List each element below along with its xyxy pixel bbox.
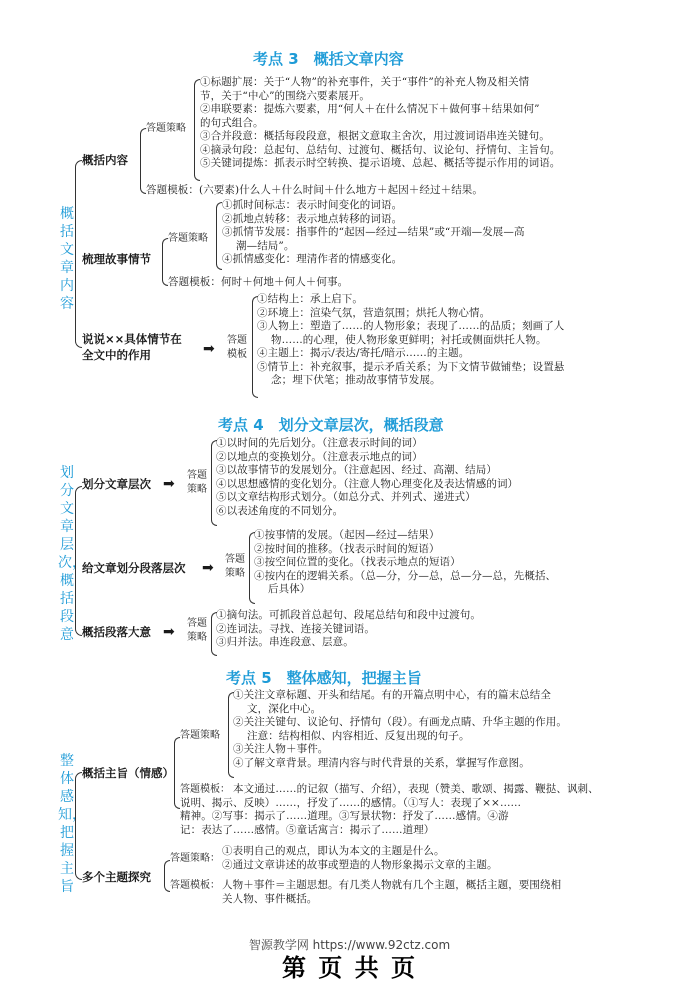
section3-main-brace [75, 160, 82, 348]
s5-node1-template-text: 本文通过……的记叙（描写、介绍），表现（赞美、歌颂、揭露、鞭挞、讽刺、 说明、揭示、反映）……，抒发了……的感情。（①写人：表现了××…… 精神。②写事：揭示了……道理。③写景状物：抒发了……感情。④游 记：表达了……感情。⑤童话寓言：揭示了……道理） [180, 783, 599, 836]
s5-node1-template-label: 答题模板： [180, 784, 230, 795]
s3-node3-template-label: 答题 模板 [227, 335, 247, 360]
s3-node3-arrow-icon: ➡ [203, 341, 215, 357]
s3-node3-template-list: ①结构上：承上启下。 ②环境上：渲染气氛，营造氛围；烘托人物心情。 ③人物上：塑造了……的人物形象；表现了……的品质；刻画了人 物……的心理，使人物形象更鲜明；衬托或侧面烘托人物。 ④主题上：揭示/表达/寄托/暗示……的主题。 ⑤情节上：补充叙事，提示矛盾关系；为下文情节做铺垫；设置悬 念；埋下伏笔；推动故事情节发展。 [257, 293, 565, 386]
s3-node2-strategy-list: ①抓时间标志：表示时间变化的词语。 ②抓地点转移：表示地点转移的词语。 ③抓情节发展：指事件的“起因—经过—结果”或“开端—发展—高 潮—结局”。 ④抓情感变化：理清作者的情感变化。 [222, 199, 525, 265]
watermark: 智源教学网 https://www.92ctz.com [248, 938, 451, 952]
s5-node-multi-theme: 多个主题探究 [82, 870, 151, 884]
s5-node2-strategy-list: ①表明自己的观点，即认为本文的主题是什么。 ②通过文章讲述的故事或塑造的人物形象揭示文章的主题。 [222, 845, 498, 871]
section5-title: 考点 5 整体感知，把握主旨 [226, 669, 422, 687]
s5-node2-template-label: 答题模板： [170, 880, 220, 891]
s3-node2-strategy-label: 答题策略 [168, 233, 208, 244]
s3-node1-strategy-label: 答题策略 [146, 123, 186, 134]
section4-title: 考点 4 划分文章层次，概括段意 [218, 416, 444, 434]
s5-node2-strategy-label: 答题策略： [170, 853, 220, 864]
s4-node-paragraph-summary: 概括段落大意 [82, 625, 151, 639]
s4-node1-arrow-icon: ➡ [163, 476, 175, 492]
s4-node2-arrow-icon: ➡ [202, 560, 214, 576]
s5-node-main-idea: 概括主旨（情感） [82, 766, 174, 780]
section3-side-label: 概括文章内容 [60, 206, 74, 312]
s3-node1-template: 答题模板：(六要素)什么人＋什么时间＋什么地方＋起因＋经过＋结果。 [146, 184, 483, 196]
s4-node1-strategy-list: ①以时间的先后划分。（注意表示时间的词） ②以地点的变换划分。（注意表示地点的词） ③以故事情节的发展划分。（注意起因、经过、高潮、结局） ④以思想感情的变化划分。（注意人物心理变化及表达情感的词） ⑤以文章结构形式划分。（如总分式、并列式、递进式） ⑥以表述角度的不同划分。 [216, 437, 519, 517]
s4-node2-strategy-list: ①按事情的发展。（起因—经过—结果） ②按时间的推移。（找表示时间的短语） ③按空间位置的变化。（找表示地点的短语） ④按内在的逻辑关系。（总—分，分—总，总—分—总，先概括、 后具体） [254, 529, 557, 595]
s4-node-paragraph-layers: 给文章划分段落层次 [82, 561, 186, 575]
s3-node-plot-sequence: 梳理故事情节 [82, 252, 151, 266]
s3-node-summarize-content: 概括内容 [82, 153, 128, 167]
s3-node2-template: 答题模板：何时＋何地＋何人＋何事。 [168, 276, 349, 288]
s4-node1-strategy-label: 答题 策略 [187, 470, 207, 495]
section4-side-label: 划分文章层次，概括段意 [58, 465, 86, 643]
s3-node1-strategy-list: ①标题扩展：关于“人物”的补充事件，关于“事件”的补充人物及相关情 节，关于“中心”的围绕六要素展开。 ②串联要素：提炼六要素，用“何人＋在什么情况下＋做何事＋结果如何” 的句式组合。 ③合并段意：概括每段段意，根据文意取主舍次，用过渡词语串连关键句。 ④摘录句段：总起句、总结句、过渡句、概括句、议论句、抒情句、主旨句。 ⑤关键词提炼：抓表示时空转换、提示语境、总起、概括等提示作用的词语。 [200, 76, 561, 169]
s5-node2-template-text: 人物＋事件＝主题思想。有几类人物就有几个主题，概括主题，要围绕相 关人物、事件概括。 [222, 879, 562, 905]
section4-main-brace [75, 486, 82, 636]
section5-side-label: 整体感知，把握主旨 [58, 753, 86, 895]
section3-title: 考点 3 概括文章内容 [253, 50, 404, 68]
section5-main-brace [75, 772, 82, 880]
s5-node1-strategy-list: ①关注文章标题、开头和结尾。有的开篇点明中心，有的篇末总结全 文，深化中心。 ②关注关键句、议论句、抒情句（段）。有画龙点睛、升华主题的作用。 注意：结构相似、内容相近、反复出现的句子。 ③关注人物＋事件。 ④了解文章背景。理清内容与时代背景的关系，掌握写作意图。 [233, 689, 567, 769]
s4-node3-strategy-list: ①摘句法。可抓段首总起句、段尾总结句和段中过渡句。 ②连词法。寻找、连接关键词语。 ③归并法。串连段意、层意。 [216, 609, 481, 648]
s4-node-divide-layers: 划分文章层次 [82, 477, 151, 491]
page-footer: 第 页 共 页 [281, 954, 418, 982]
s3-node-plot-function: 说说××具体情节在 全文中的作用 [82, 332, 182, 362]
s4-node3-arrow-icon: ➡ [163, 624, 175, 640]
s5-node1-strategy-label: 答题策略 [180, 730, 220, 741]
s4-node3-strategy-label: 答题 策略 [187, 618, 207, 643]
s4-node2-strategy-label: 答题 策略 [225, 554, 245, 579]
